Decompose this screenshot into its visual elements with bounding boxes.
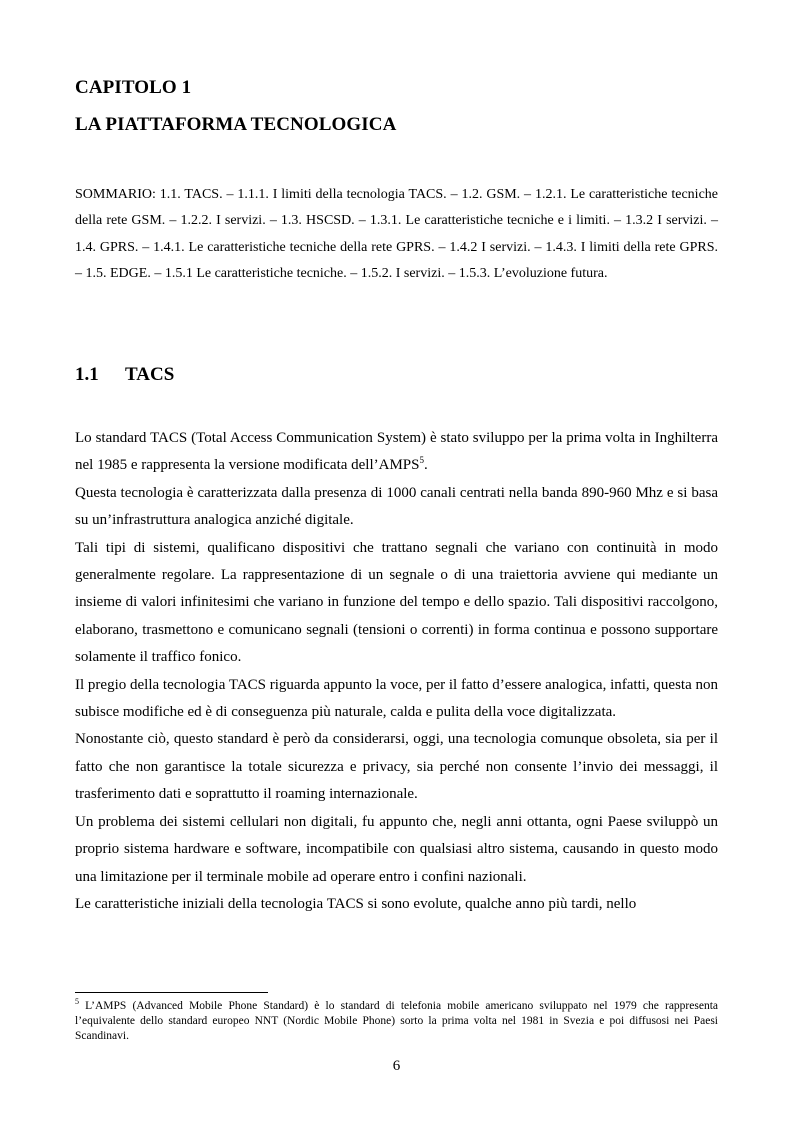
paragraph-2: Questa tecnologia è caratterizzata dalla presenza di 1000 canali centrati nella banda 890-960 Mhz e si basa su un’infrastruttura analogica anziché digitale. xyxy=(75,484,718,529)
paragraph-1-end: . xyxy=(423,457,428,474)
body-text xyxy=(75,425,718,918)
chapter-title: LA PIATTAFORMA TECNOLOGICA xyxy=(75,114,397,135)
footnote xyxy=(75,999,718,1044)
footnote-reference[interactable]: 5 xyxy=(419,455,424,466)
chapter-summary: SOMMARIO: 1.1. TACS. – 1.1.1. I limiti della tecnologia TACS. – 1.2. GSM. – 1.2.1. Le caratteristiche tecniche della rete GSM. – 1.2.2. I servizi. – 1.3. HSCSD. – 1.3.1. Le caratteristiche tecniche e i limiti. – 1.3.2 I servizi. – 1.4. GPRS. – 1.4.1. Le caratteristiche tecniche della rete GPRS. – 1.4.2 I servizi. – 1.4.3. I limiti della rete GPRS. – 1.5. EDGE. – 1.5.1 Le caratteristiche tecniche. – 1.5.2. I servizi. – 1.5.3. L’evoluzione futura. xyxy=(75,187,718,282)
footnote-divider xyxy=(75,992,268,993)
paragraph-7: Le caratteristiche iniziali della tecnologia TACS si sono evolute, qualche anno più tardi, nello xyxy=(75,895,637,912)
paragraph-6: Un problema dei sistemi cellulari non digitali, fu appunto che, negli anni ottanta, ogni Paese sviluppò un proprio sistema hardware e software, incompatibile con qualsiasi altro sistema, causando in questo modo una limitazione per il terminale mobile ad operare entro i confini nazionali. xyxy=(75,813,718,885)
footnote-marker: 5 xyxy=(75,997,79,1007)
page-number: 6 xyxy=(392,1058,401,1074)
section-heading xyxy=(75,364,175,386)
paragraph-5: Nonostante ciò, questo standard è però da considerarsi, oggi, una tecnologia comunque obsoleta, sia per il fatto che non garantisce la totale sicurezza e privacy, sia perché non consente l’invio dei messaggi, il trasferimento dati e soprattutto il roaming internazionale. xyxy=(75,731,718,803)
paragraph-3: Tali tipi di sistemi, qualificano dispositivi che trattano segnali che variano con continuità in modo generalmente regolare. La rappresentazione di un segnale o di una traiettoria avviene qui mediante un insieme di valori infinitesimi che variano in funzione del tempo e dello spazio. Tali dispositivi raccolgono, elaborano, trasmettono e comunicano segnali (tensioni o correnti) in forma continua e possono supportare solamente il traffico fonico. xyxy=(75,539,718,666)
paragraph-4: Il pregio della tecnologia TACS riguarda appunto la voce, per il fatto d’essere analogica, infatti, questa non subisce modifiche ed è di conseguenza più naturale, calda e pulita della voce digitalizzata. xyxy=(75,676,718,721)
paragraph-1 xyxy=(75,425,718,480)
paragraph-1-text: Lo standard TACS (Total Access Communication System) è stato sviluppo per la prima volta in Inghilterra nel 1985 e rappresenta la versione modificata dell’AMPS xyxy=(75,430,718,474)
footnote-text: L’AMPS (Advanced Mobile Phone Standard) è lo standard di telefonia mobile americano sviluppato nel 1979 che rappresenta l’equivalente dello standard europeo NNT (Nordic Mobile Phone) sorto la prima volta nel 1981 in Svezia e poi diffusosi nei Paesi Scandinavi. xyxy=(75,1000,718,1042)
document-page xyxy=(75,0,718,1123)
chapter-number: CAPITOLO 1 xyxy=(75,77,192,98)
section-number: 1.1 xyxy=(75,364,99,385)
section-title: TACS xyxy=(125,364,175,385)
